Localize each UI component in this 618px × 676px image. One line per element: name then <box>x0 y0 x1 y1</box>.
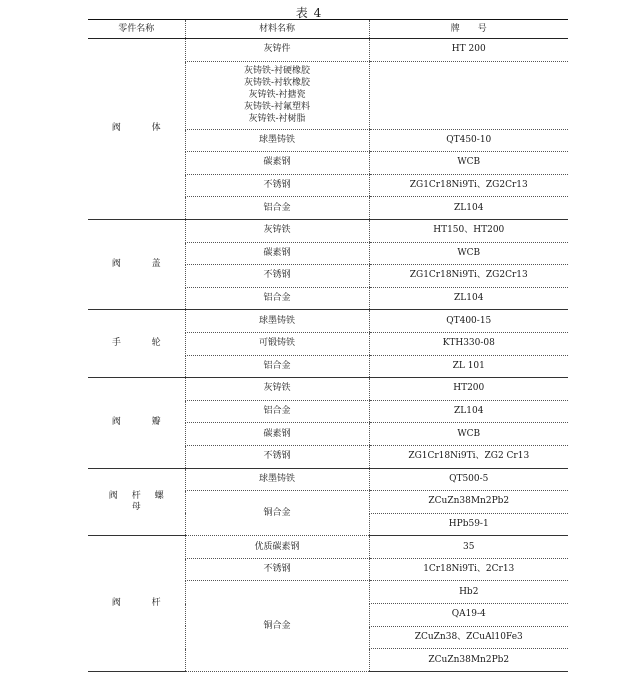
grade-cell: ZL104 <box>369 287 568 310</box>
part-name-cell: 手 轮 <box>88 310 185 378</box>
material-cell: 碳素钢 <box>185 242 369 265</box>
grade-cell: HT200 <box>369 378 568 401</box>
part-name-cell: 阀 瓣 <box>88 378 185 468</box>
material-cell: 优质碳素钢 <box>185 536 369 559</box>
material-cell: 球墨铸铁 <box>185 468 369 491</box>
material-cell <box>185 61 369 129</box>
table-title: 表 4 <box>295 6 323 20</box>
material-cell: 碳素钢 <box>185 152 369 175</box>
grade-cell: 1Cr18Ni9Ti、2Cr13 <box>369 558 568 581</box>
material-cell: 不锈钢 <box>185 265 369 288</box>
table-row <box>88 378 568 401</box>
header-row <box>88 20 568 39</box>
material-cell: 灰铸铁 <box>185 219 369 242</box>
grade-cell <box>369 61 568 129</box>
material-line: 灰铸铁-衬硬橡胶 <box>243 66 311 77</box>
grade-cell: ZCuZn38、ZCuAl10Fe3 <box>369 626 568 649</box>
header-grade: 牌 号 <box>369 20 568 39</box>
grade-cell: HPb59-1 <box>369 513 568 536</box>
table-row <box>88 468 568 491</box>
grade-cell: QT400-15 <box>369 310 568 333</box>
grade-cell: HT150、HT200 <box>369 219 568 242</box>
material-cell: 碳素钢 <box>185 423 369 446</box>
part-name-cell: 阀 盖 <box>88 219 185 309</box>
grade-cell: QA19-4 <box>369 604 568 627</box>
grade-cell: WCB <box>369 152 568 175</box>
table-row <box>88 536 568 559</box>
material-cell: 球墨铸铁 <box>185 129 369 152</box>
header-material-name: 材料名称 <box>185 20 369 39</box>
grade-cell: ZL104 <box>369 400 568 423</box>
material-cell: 灰铸铁 <box>185 378 369 401</box>
grade-cell: ZG1Cr18Ni9Ti、ZG2 Cr13 <box>369 445 568 468</box>
grade-cell: KTH330-08 <box>369 332 568 355</box>
grade-cell: WCB <box>369 242 568 265</box>
grade-cell: ZCuZn38Mn2Pb2 <box>369 649 568 672</box>
material-cell: 灰铸件 <box>185 39 369 62</box>
material-line: 灰铸铁-衬树脂 <box>248 114 306 125</box>
material-cell: 铝合金 <box>185 197 369 220</box>
material-line: 灰铸铁-衬软橡胶 <box>243 78 311 89</box>
material-cell: 铝合金 <box>185 287 369 310</box>
grade-cell: ZL 101 <box>369 355 568 378</box>
material-cell: 铝合金 <box>185 400 369 423</box>
material-line: 灰铸铁-衬搪瓷 <box>248 90 306 101</box>
grade-cell: ZG1Cr18Ni9Ti、ZG2Cr13 <box>369 174 568 197</box>
material-cell: 不锈钢 <box>185 445 369 468</box>
header-part-name: 零件名称 <box>88 20 185 39</box>
part-name-cell: 阀杆螺母 <box>88 468 185 536</box>
grade-cell: Hb2 <box>369 581 568 604</box>
table-row <box>88 39 568 62</box>
part-name-cell: 阀 杆 <box>88 536 185 672</box>
grade-cell: QT450-10 <box>369 129 568 152</box>
materials-table <box>88 19 568 672</box>
grade-cell: ZCuZn38Mn2Pb2 <box>369 491 568 514</box>
material-line: 灰铸铁-衬氟塑料 <box>243 102 311 113</box>
grade-cell: ZL104 <box>369 197 568 220</box>
grade-cell: ZG1Cr18Ni9Ti、ZG2Cr13 <box>369 265 568 288</box>
material-cell: 铜合金 <box>185 491 369 536</box>
grade-cell: HT 200 <box>369 39 568 62</box>
material-cell: 可锻铸铁 <box>185 332 369 355</box>
material-cell: 不锈钢 <box>185 558 369 581</box>
table-row <box>88 219 568 242</box>
material-cell: 铜合金 <box>185 581 369 671</box>
material-cell: 不锈钢 <box>185 174 369 197</box>
material-cell: 球墨铸铁 <box>185 310 369 333</box>
material-cell: 铝合金 <box>185 355 369 378</box>
grade-cell: WCB <box>369 423 568 446</box>
grade-cell: 35 <box>369 536 568 559</box>
table-row <box>88 310 568 333</box>
part-name-cell: 阀 体 <box>88 39 185 220</box>
grade-cell: QT500-5 <box>369 468 568 491</box>
